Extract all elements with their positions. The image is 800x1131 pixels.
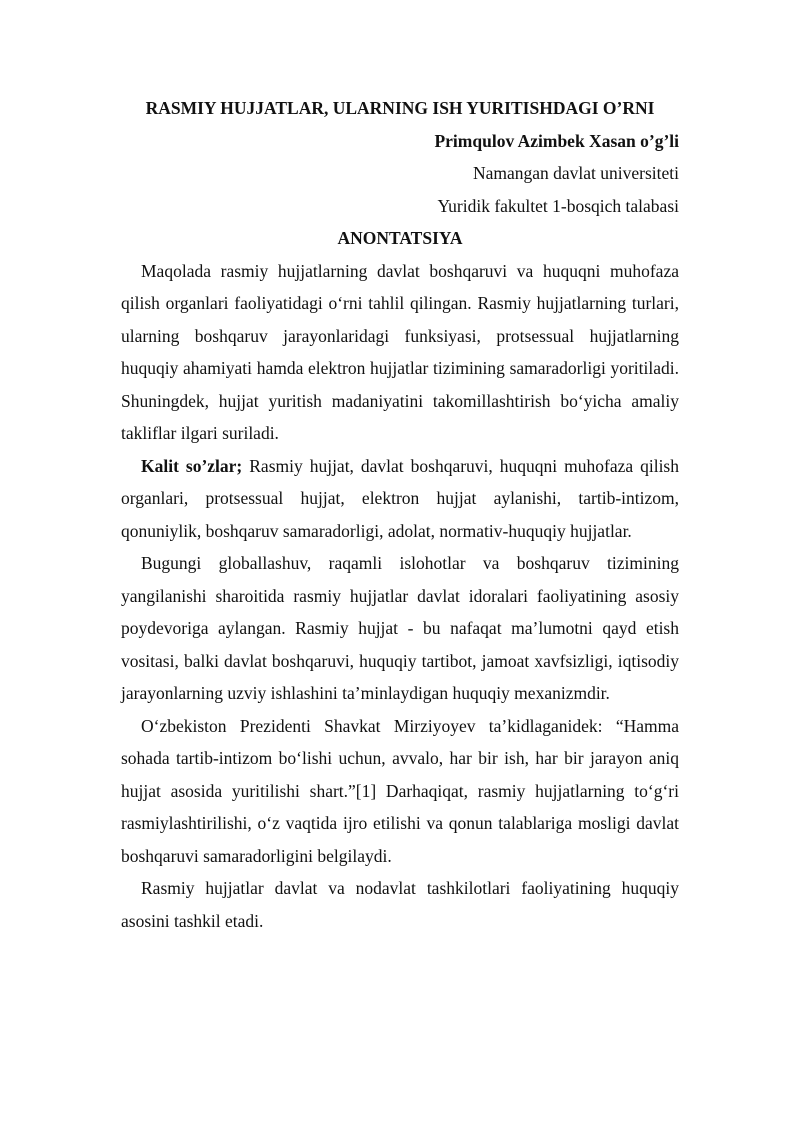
author-name: Primqulov Azimbek Xasan o’g’li	[434, 130, 679, 151]
article-title: RASMIY HUJJATLAR, ULARNING ISH YURITISHDAGI O’RNI	[145, 98, 655, 118]
keywords-paragraph	[121, 450, 679, 548]
abstract-text: Maqolada rasmiy hujjatlarning davlat boshqaruvi va huquqni muhofaza qilish organlari faoliyatidagi o‘rni tahlil qilingan. Rasmiy hujjatlarning turlari, ularning boshqaruv jarayonlaridagi funksiyasi, protsessual hujjatlarning huquqiy ahamiyati hamda elektron hujjatlar tizimining samaradorligi yoritiladi. Shuningdek, hujjat yuritish madaniyatini takomillashtirish bo‘yicha amaliy takliflar ilgari suriladi.	[121, 260, 679, 443]
author-position: Yuridik fakultet 1-bosqich talabasi	[437, 195, 679, 216]
keywords-label: Kalit so’zlar;	[141, 455, 243, 476]
author-affiliation: Namangan davlat universiteti	[472, 163, 679, 183]
body-paragraph-1: Bugungi globallashuv, raqamli islohotlar va boshqaruv tizimining yangilanishi sharoitida rasmiy hujjatlar davlat idoralari faoliyatining asosiy poydevoriga aylangan. Rasmiy hujjat - bu nafaqat ma’lumotni qayd etish vositasi, balki davlat boshqaruvi, huquqiy tartibot, jamoat xavfsizligi, iqtisodiy jarayonlarning uzviy ishlashini ta’minlaydigan huquqiy mexanizmdir.	[121, 553, 679, 703]
abstract-heading: ANONTATSIYA	[337, 228, 463, 248]
keywords-text: Rasmiy hujjat, davlat boshqaruvi, huquqni muhofaza qilish organlari, protsessual hujjat, elektron hujjat aylanishi, tartib-intizom, qonuniylik, boshqaruv samaradorligi, adolat, normativ-huquqiy hujjatlar.	[121, 455, 679, 541]
body-paragraph-2: O‘zbekiston Prezidenti Shavkat Mirziyoyev ta’kidlaganidek: “Hamma sohada tartib-intizom bo‘lishi uchun, avvalo, har bir ish, har bir jarayon aniq hujjat asosida yuritilishi shart.”[1] Darhaqiqat, rasmiy hujjatlarning to‘g‘ri rasmiylashtirilishi, o‘z vaqtida ijro etilishi va qonun talablariga mosligi davlat boshqaruvi samaradorligini belgilaydi.	[121, 715, 679, 866]
body-paragraph-3: Rasmiy hujjatlar davlat va nodavlat tashkilotlari faoliyatining huquqiy asosini tashkil etadi.	[121, 878, 679, 931]
document-page	[121, 92, 679, 937]
